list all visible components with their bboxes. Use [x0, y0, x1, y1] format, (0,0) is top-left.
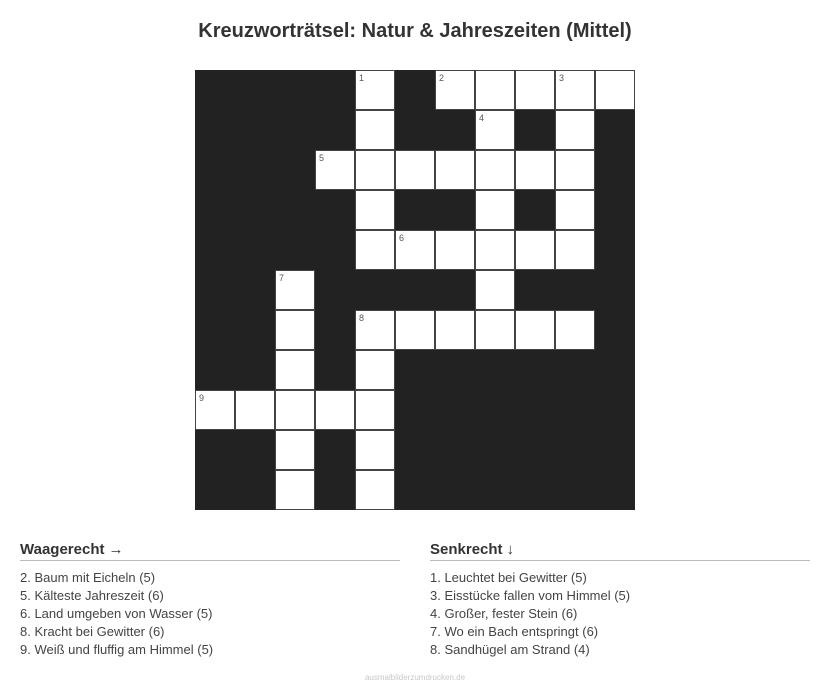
- cell-number: 2: [439, 73, 445, 83]
- grid-cell[interactable]: [555, 310, 595, 350]
- grid-cell[interactable]: [435, 310, 475, 350]
- across-clue-item: 6. Land umgeben von Wasser (5): [20, 606, 213, 621]
- down-clue-item: 8. Sandhügel am Strand (4): [430, 642, 590, 657]
- grid-cell[interactable]: [355, 70, 395, 110]
- grid-cell[interactable]: [275, 390, 315, 430]
- grid-cell[interactable]: [435, 150, 475, 190]
- grid-cell[interactable]: [475, 190, 515, 230]
- crossword-grid: [195, 70, 635, 510]
- grid-cell[interactable]: [475, 110, 515, 150]
- grid-cell[interactable]: [275, 310, 315, 350]
- grid-cell[interactable]: [355, 110, 395, 150]
- cell-number: 7: [279, 273, 285, 283]
- grid-cell[interactable]: [315, 150, 355, 190]
- grid-cell[interactable]: [475, 310, 515, 350]
- cell-number: 6: [399, 233, 405, 243]
- grid-cell[interactable]: [555, 150, 595, 190]
- across-heading: [20, 541, 400, 561]
- grid-cell[interactable]: [595, 70, 635, 110]
- cell-number: 1: [359, 73, 365, 83]
- grid-cell[interactable]: [475, 270, 515, 310]
- page-title: Kreuzworträtsel: Natur & Jahreszeiten (Mittel): [198, 20, 632, 42]
- down-clue-item: 1. Leuchtet bei Gewitter (5): [430, 570, 587, 585]
- down-heading: [430, 541, 810, 561]
- across-heading-label: Waagerecht: [20, 541, 105, 558]
- cell-number: 9: [199, 393, 205, 403]
- grid-cell[interactable]: [435, 230, 475, 270]
- right-arrow-icon: →: [108, 541, 124, 558]
- cell-number: 4: [479, 113, 485, 123]
- grid-cell[interactable]: [395, 230, 435, 270]
- grid-cell[interactable]: [555, 110, 595, 150]
- across-clue-item: 5. Kälteste Jahreszeit (6): [20, 588, 164, 603]
- across-clue-item: 9. Weiß und fluffig am Himmel (5): [20, 642, 214, 657]
- grid-cell[interactable]: [475, 70, 515, 110]
- cell-number: 3: [559, 73, 565, 83]
- grid-cell[interactable]: [355, 430, 395, 470]
- grid-cell[interactable]: [475, 150, 515, 190]
- grid-cell[interactable]: [435, 70, 475, 110]
- grid-cell[interactable]: [515, 150, 555, 190]
- down-clue-list: [430, 569, 810, 659]
- grid-cell[interactable]: [395, 150, 435, 190]
- grid-cell[interactable]: [275, 270, 315, 310]
- down-clue-item: 7. Wo ein Bach entspringt (6): [430, 624, 599, 639]
- grid-cell[interactable]: [235, 390, 275, 430]
- grid-cell[interactable]: [355, 390, 395, 430]
- grid-cell[interactable]: [515, 70, 555, 110]
- grid-cell[interactable]: [355, 150, 395, 190]
- across-clue-item: 8. Kracht bei Gewitter (6): [20, 624, 165, 639]
- grid-cell[interactable]: [275, 430, 315, 470]
- grid-cell[interactable]: [395, 310, 435, 350]
- grid-cell[interactable]: [555, 190, 595, 230]
- grid-cell[interactable]: [515, 310, 555, 350]
- grid-cell[interactable]: [515, 230, 555, 270]
- across-clue-item: 2. Baum mit Eicheln (5): [20, 570, 156, 585]
- grid-cell[interactable]: [275, 350, 315, 390]
- grid-cell[interactable]: [355, 230, 395, 270]
- grid-cell[interactable]: [475, 230, 515, 270]
- across-clue-list: [20, 569, 400, 659]
- across-clues-panel: [20, 541, 400, 659]
- cell-number: 8: [359, 313, 365, 323]
- cell-number: 5: [319, 153, 325, 163]
- down-heading-label: Senkrecht: [430, 541, 503, 558]
- grid-cell[interactable]: [355, 310, 395, 350]
- grid-cell[interactable]: [355, 470, 395, 510]
- grid-cell[interactable]: [275, 470, 315, 510]
- down-clue-item: 3. Eisstücke fallen vom Himmel (5): [430, 588, 631, 603]
- down-clue-item: 4. Großer, fester Stein (6): [430, 606, 578, 621]
- grid-cell[interactable]: [555, 230, 595, 270]
- grid-cell[interactable]: [355, 350, 395, 390]
- grid-cell[interactable]: [315, 390, 355, 430]
- grid-cell[interactable]: [555, 70, 595, 110]
- down-clues-panel: [430, 541, 810, 659]
- grid-cell[interactable]: [355, 190, 395, 230]
- grid-cell[interactable]: [195, 390, 235, 430]
- down-arrow-icon: ↓: [506, 541, 515, 558]
- footer-watermark: ausmalbilderzumdrucken.de: [364, 673, 466, 682]
